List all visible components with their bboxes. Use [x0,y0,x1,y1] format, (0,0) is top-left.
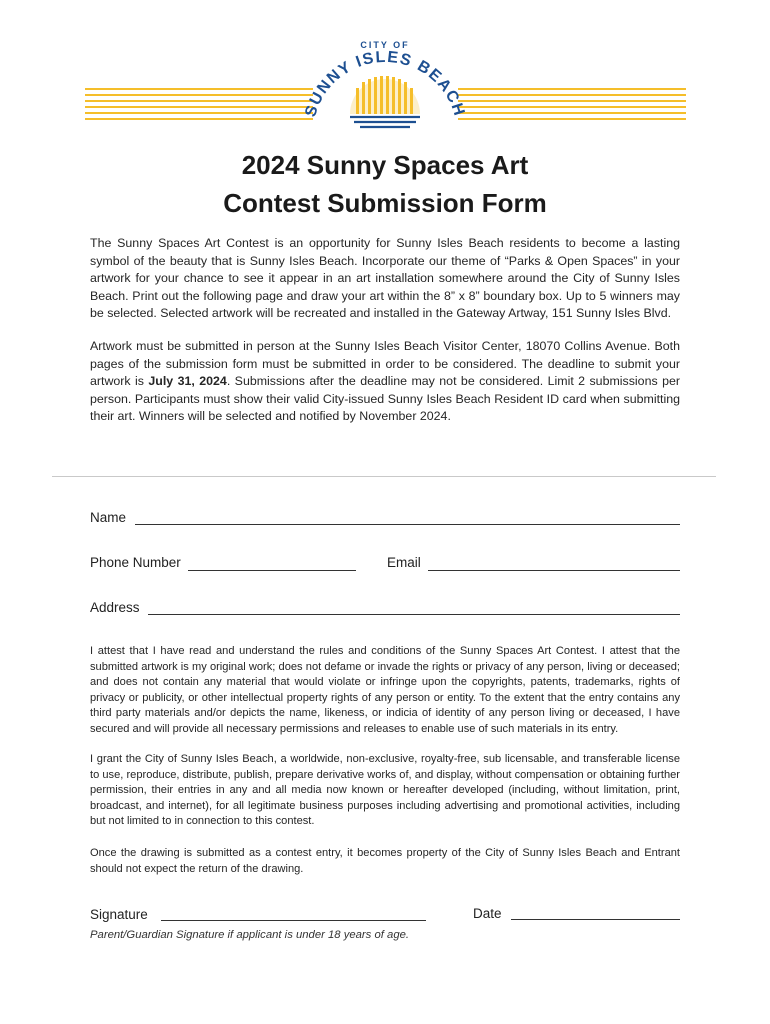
date-label: Date [473,906,502,921]
attestation-paragraph: I attest that I have read and understand the rules and conditions of the Sunny Spaces Art Contest. I attest that the submitted artwork is my original work; does not defame or invade the rights or privacy of any person, living or deceased; and does not contain any material that would violate or infringe upon the copyrights, patents, trademarks, rights of privacy or publicity, or other intellectual property rights of any person or entity. To the extent that the entry contains any third party materials and/or depicts the name, likeness, or indicia of identity of any person living or deceased, I have secured and will provide all necessary permissions and releases to enable use of such materials in its entry. [90,645,680,735]
water-icon [350,117,420,127]
sun-icon [350,76,420,114]
section-divider [52,476,716,477]
address-label: Address [90,600,140,615]
guardian-signature-note: Parent/Guardian Signature if applicant is under 18 years of age. [90,929,410,941]
left-stripes [85,88,313,128]
logo-city-of-text: CITY OF [360,40,410,50]
property-paragraph: Once the drawing is submitted as a contest entry, it becomes property of the City of Sunny Isles Beach and Entrant should not expect the return of the drawing. [90,847,680,875]
name-label: Name [90,510,127,525]
email-label: Email [387,555,421,570]
license-paragraph: I grant the City of Sunny Isles Beach, a worldwide, non-exclusive, royalty-free, sub licensable, and transferable license to use, reproduce, distribute, publish, prepare derivative works of, and display, without compensation or obtaining further permission, their entries in any and all media now known or hereafter developed (including, without limitation, print, broadcast, and internet), for all legitimate business purposes including advertising and promotional activities, including but not limited to in connection to this contest. [90,753,680,828]
intro-paragraph-2-end: . Submissions after the deadline may not be considered. Limit 2 submissions per person. Participants must show their valid City-issued Sunny Isles Beach Resident ID card when submitting their art. Winners will be selected and notified by November 2024. [90,374,680,424]
signature-field[interactable] [161,920,426,921]
header-logo-area [0,30,770,135]
logo-arc-textpath: SUNNY ISLES BEACH [302,48,468,119]
email-field[interactable] [428,570,680,571]
intro-paragraph-1: The Sunny Spaces Art Contest is an opportunity for Sunny Isles Beach residents to become a lasting symbol of the beauty that is Sunny Isles Beach. Incorporate our theme of “Parks & Open Spaces” in your artwork for your chance to see it appear in an art installation somewhere around the City of Sunny Isles Beach. Print out the following page and draw your art within the 8” x 8” boundary box. Up to 5 winners may be selected. Selected artwork will be recreated and installed in the Gateway Artway, 151 Sunny Isles Blvd. [90,236,680,321]
address-field[interactable] [148,614,680,615]
page-title-line2: Contest Submission Form [223,188,547,218]
intro-paragraph-2-start: Artwork must be submitted in person at the Sunny Isles Beach Visitor Center, 18070 Collins Avenue. Both pages of the submission form must be submitted in order to be considered. The deadline to submit your artwork is [90,339,680,389]
right-stripes [458,88,686,128]
intro-paragraph-2 [90,338,680,426]
phone-label: Phone Number [90,555,181,570]
signature-label: Signature [90,907,148,922]
city-logo [296,30,474,135]
page-title-line1: 2024 Sunny Spaces Art [241,150,529,180]
name-field[interactable] [135,524,680,525]
deadline-date: July 31, 2024 [148,374,227,389]
date-field[interactable] [511,919,680,920]
phone-field[interactable] [188,570,356,571]
